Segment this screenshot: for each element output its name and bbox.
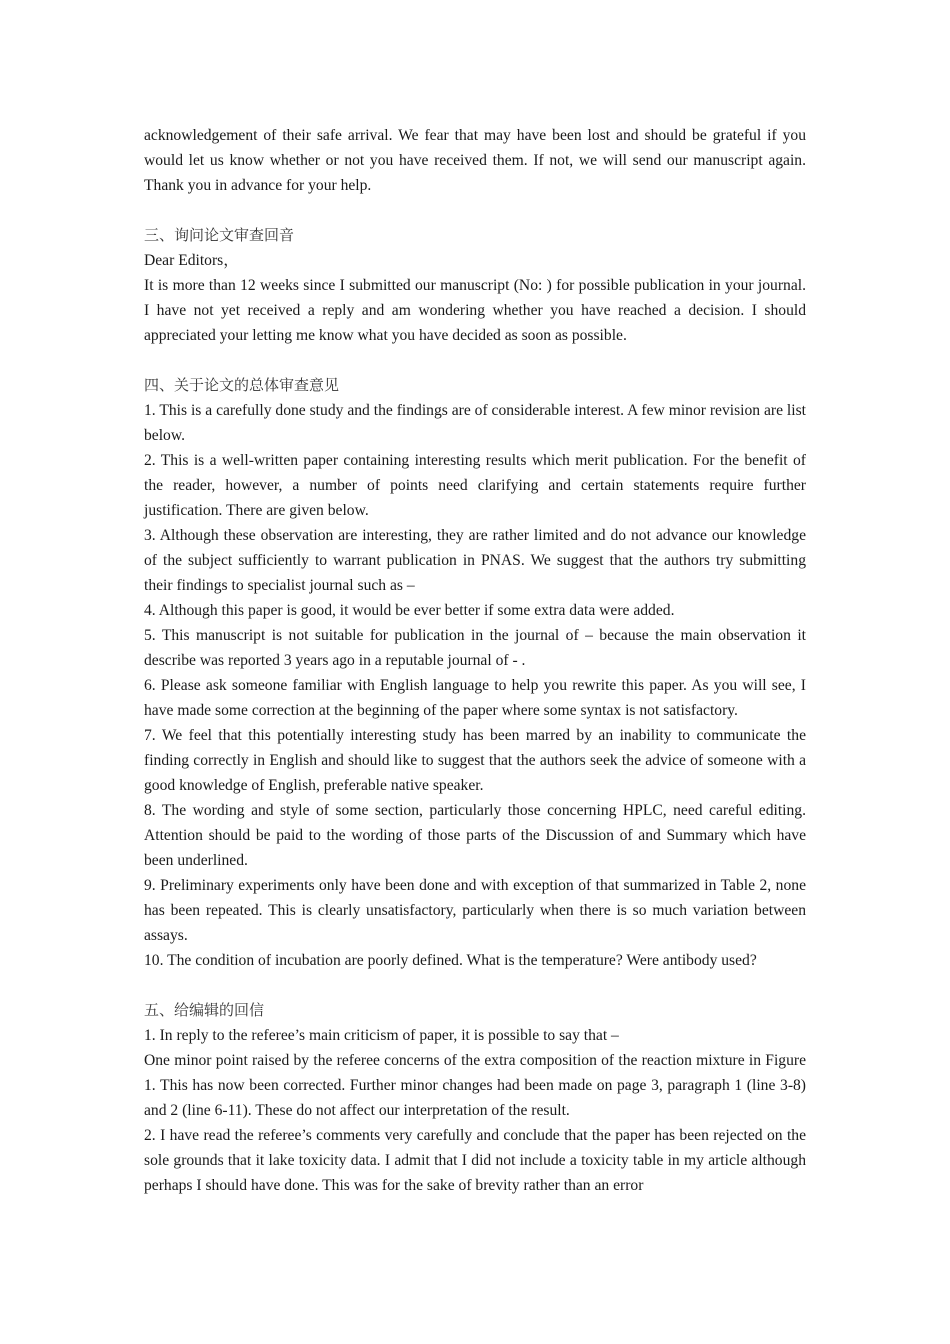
- salutation: Dear Editors，: [144, 252, 239, 269]
- reply-item-1-detail: One minor point raised by the referee concerns of the extra composition of the reaction mixture in Figure 1. This has now been corrected. Further minor changes had been made on page 3, paragraph 1 (line 3-8) and 2 (line 6-11). These do not affect our interpretation of the result.: [144, 1052, 806, 1119]
- reply-item-1: 1. In reply to the referee’s main criticism of paper, it is possible to say that –: [144, 1027, 619, 1044]
- review-comment-6: 6. Please ask someone familiar with English language to help you rewrite this paper. As you will see, I have made some correction at the beginning of the paper where some syntax is not satisfactory.: [144, 677, 806, 719]
- paragraph-gap: [144, 973, 806, 998]
- review-comment-7: 7. We feel that this potentially interesting study has been marred by an inability to communicate the finding correctly in English and should like to suggest that the authors seek the advice of someone with a good knowledge of English, preferable native speaker.: [144, 727, 806, 794]
- section-4-heading: 四、关于论文的总体审查意见: [144, 376, 340, 394]
- review-comment-2: 2. This is a well-written paper containing interesting results which merit publication. For the benefit of the reader, however, a number of points need clarifying and certain statements require further justification. There are given below.: [144, 452, 806, 519]
- reply-item-2: 2. I have read the referee’s comments very carefully and conclude that the paper has been rejected on the sole grounds that it lake toxicity data. I admit that I did not include a toxicity table in my article although perhaps I should have done. This was for the sake of brevity rather than an error: [144, 1127, 806, 1194]
- review-comment-1: 1. This is a carefully done study and the findings are of considerable interest. A few minor revision are list below.: [144, 402, 806, 444]
- section-3-heading: 三、询问论文审查回音: [144, 226, 295, 244]
- paragraph-gap: [144, 198, 806, 223]
- section-5-heading: 五、给编辑的回信: [144, 1001, 265, 1019]
- review-comment-8: 8. The wording and style of some section, particularly those concerning HPLC, need careful editing. Attention should be paid to the wording of those parts of the Discussion of and Summary which have been underlined.: [144, 802, 806, 869]
- section-2-tail-paragraph: acknowledgement of their safe arrival. We fear that may have been lost and should be grateful if you would let us know whether or not you have received them. If not, we will send our manuscript again. Thank you in advance for your help.: [144, 127, 806, 194]
- review-comment-3: 3. Although these observation are interesting, they are rather limited and do not advance our knowledge of the subject sufficiently to warrant publication in PNAS. We suggest that the authors try submitting their findings to specialist journal such as –: [144, 527, 806, 594]
- paragraph-gap: [144, 348, 806, 373]
- section-3-body: It is more than 12 weeks since I submitted our manuscript (No: ) for possible publication in your journal. I have not yet received a reply and am wondering whether you have reached a decision. I should appreciated your letting me know what you have decided as soon as possible.: [144, 277, 806, 344]
- review-comment-5: 5. This manuscript is not suitable for publication in the journal of – because the main observation it describe was reported 3 years ago in a reputable journal of - .: [144, 627, 806, 669]
- review-comment-4: 4. Although this paper is good, it would be ever better if some extra data were added.: [144, 602, 675, 619]
- document-page: [144, 123, 806, 1198]
- review-comment-10: 10. The condition of incubation are poorly defined. What is the temperature? Were antibody used?: [144, 952, 757, 969]
- review-comment-9: 9. Preliminary experiments only have been done and with exception of that summarized in Table 2, none has been repeated. This is clearly unsatisfactory, particularly when there is so much variation between assays.: [144, 877, 806, 944]
